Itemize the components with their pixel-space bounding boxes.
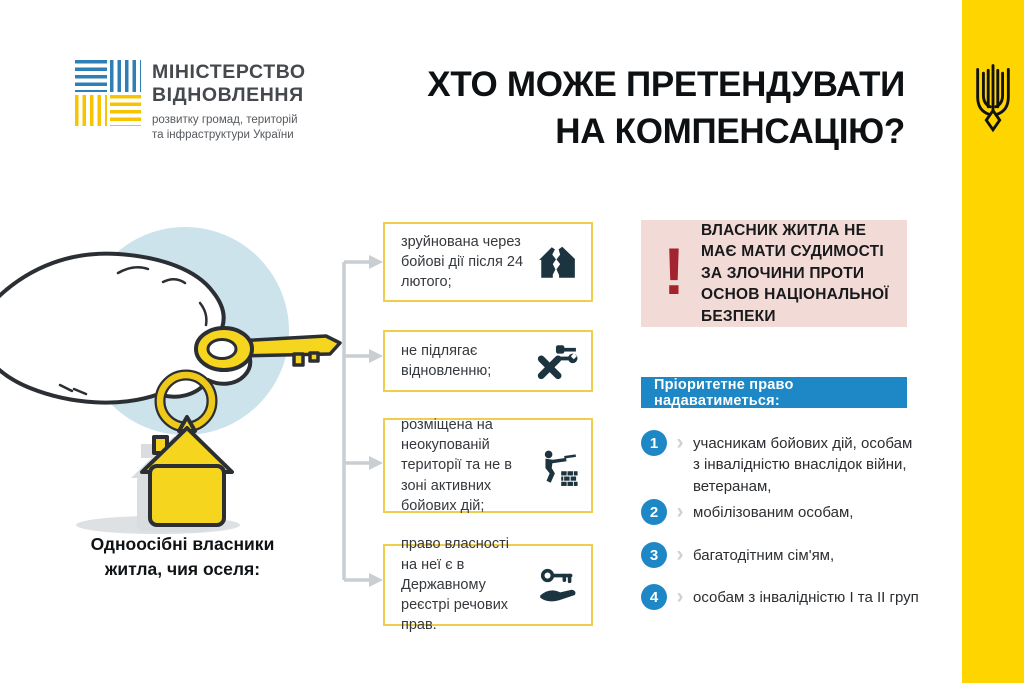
broken-house-icon <box>535 241 579 283</box>
priority-item-text: багатодітним сім'ям, <box>693 547 835 564</box>
condition-text: розміщена на неокупованій території та не в зоні активних бойових дій; <box>401 416 512 514</box>
condition-box-not-restorable <box>383 330 593 392</box>
priority-item-2 <box>641 499 921 525</box>
chevron-right-icon: › <box>676 500 684 523</box>
logo-square-yellow-vertical <box>75 95 107 127</box>
chevron-right-icon: › <box>676 543 684 566</box>
yellow-side-band <box>962 0 1024 683</box>
priority-item-3 <box>641 542 921 568</box>
condition-text: право власності на неї є в Державному реєстрі речових прав. <box>401 536 509 634</box>
soldier-wall-icon <box>535 445 579 487</box>
warning-text: ВЛАСНИК ЖИТЛА НЕ МАЄ МАТИ СУДИМОСТІ ЗА ЗЛОЧИНИ ПРОТИ ОСНОВ НАЦІОНАЛЬНОЇ БЕЗПЕКИ <box>700 222 889 325</box>
logo-title-line1: МІНІСТЕРСТВО <box>152 61 306 83</box>
logo-square-blue-horizontal <box>75 60 107 92</box>
logo-square-blue-vertical <box>110 60 142 92</box>
tryzub-trident-icon <box>970 60 1016 142</box>
page-title <box>335 62 905 155</box>
ministry-logo-text <box>152 60 306 143</box>
logo-square-yellow-horizontal <box>110 95 142 127</box>
priority-number-badge: 3 <box>641 542 667 568</box>
page-title-line1: ХТО МОЖЕ ПРЕТЕНДУВАТИ <box>427 65 905 104</box>
condition-box-registry <box>383 536 593 634</box>
priority-number-badge: 1 <box>641 430 667 456</box>
priority-number-badge: 4 <box>641 584 667 610</box>
exclamation-icon: ! <box>663 234 685 309</box>
crossed-tools-icon <box>535 340 579 382</box>
priority-item-text: особам з інвалідністю І та ІІ груп <box>693 589 919 606</box>
left-caption-line1: Одноосібні власники <box>90 534 275 554</box>
hand-key-house-illustration <box>0 203 360 548</box>
left-caption-line2: житла, чия оселя: <box>104 558 261 579</box>
chevron-right-icon: › <box>676 585 684 608</box>
logo-title-line2: ВІДНОВЛЕННЯ <box>152 83 304 106</box>
priority-number-badge: 2 <box>641 499 667 525</box>
chevron-right-icon: › <box>676 431 684 454</box>
priority-item-4 <box>641 584 921 610</box>
ministry-logo <box>75 60 306 143</box>
priority-item-1 <box>641 430 921 497</box>
hand-key-icon <box>535 564 579 606</box>
page-title-line2: НА КОМПЕНСАЦІЮ? <box>555 111 905 151</box>
left-caption <box>45 532 320 581</box>
logo-subtitle-line1: розвитку громад, територій <box>152 113 298 126</box>
condition-box-territory <box>383 418 593 513</box>
priority-item-text: мобілізованим особам, <box>693 504 854 521</box>
condition-text: зруйнована через бойові дії після 24 лютого; <box>401 233 524 291</box>
ministry-logo-icon <box>75 60 141 126</box>
priority-header: Пріоритетне право надаватиметься: <box>641 377 907 408</box>
warning-box <box>641 220 907 327</box>
condition-box-destroyed <box>383 222 593 302</box>
logo-subtitle-line2: та інфраструктури України <box>152 128 294 141</box>
condition-text: не підлягає відновленню; <box>401 342 492 379</box>
priority-item-text: учасникам бойових дій, особам з інвалідністю внаслідок війни, ветеранам, <box>693 435 913 495</box>
